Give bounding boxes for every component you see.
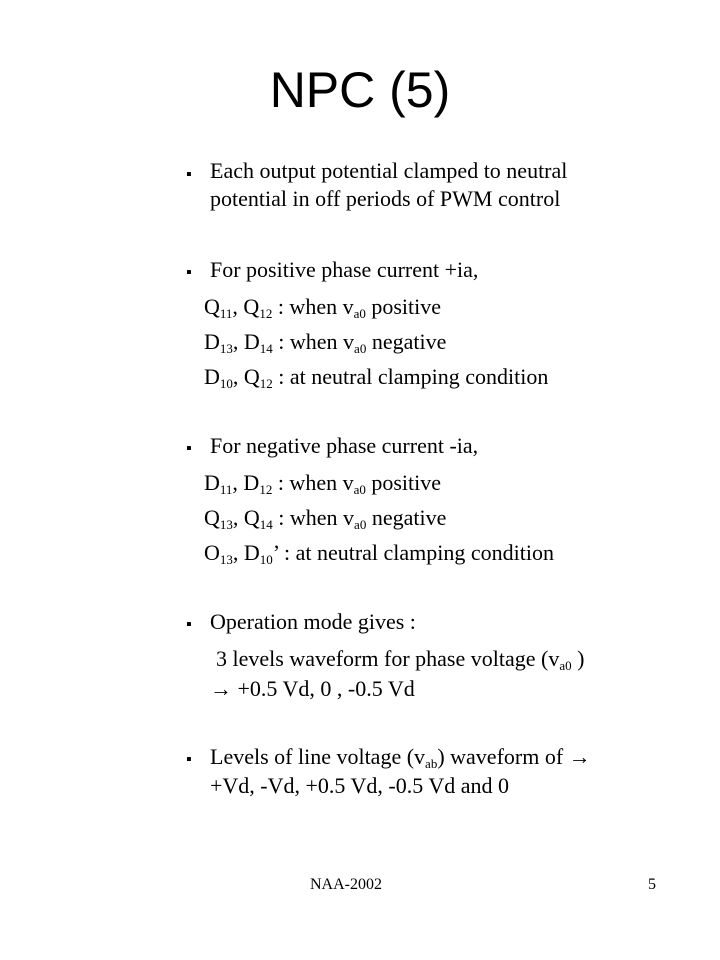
bullet-text: Operation mode gives :	[210, 609, 416, 634]
positive-line: $D_{13}$, $D_{14}$ : when $v_{a0}$ negative	[204, 329, 447, 356]
arrow-right-icon: →	[210, 676, 232, 701]
bullet-icon: ▪	[186, 166, 192, 183]
bullet-text: For positive phase current +ia,	[210, 257, 479, 282]
bullet-icon: ▪	[186, 616, 192, 633]
positive-line: $Q_{11}$, $Q_{12}$ : when $v_{a0}$ positive	[204, 294, 442, 321]
arrow-right-icon: →	[568, 744, 591, 769]
operation-line: 3 levels waveform for phase voltage ($v_{a0}$ )	[216, 646, 585, 673]
bullet-text-cont: +Vd, -Vd, +0.5 Vd, -0.5 Vd and 0	[210, 773, 509, 798]
bullet-icon: ▪	[186, 440, 192, 457]
bullet-text: Each output potential clamped to neutral	[210, 158, 568, 183]
bullet-text: For negative phase current -ia,	[210, 433, 479, 458]
bullet-text-cont: potential in off periods of PWM control	[210, 186, 561, 211]
negative-line: $D_{11}$, $D_{12}$ : when $v_{a0}$ positive	[204, 470, 442, 497]
page-number: 5	[648, 876, 656, 893]
footer-author: NAA-2002	[310, 876, 382, 893]
negative-line: $O_{13}$, $D_{10}$’ : at neutral clamping condition	[204, 540, 555, 567]
positive-line: $D_{10}$, $Q_{12}$ : at neutral clamping condition	[204, 364, 549, 391]
negative-line: $Q_{13}$, $Q_{14}$ : when $v_{a0}$ negative	[204, 505, 447, 532]
operation-line: → +0.5 Vd, 0 , -0.5 Vd	[210, 676, 415, 701]
bullet-icon: ▪	[186, 751, 192, 768]
bullet-text: Levels of line voltage $(v_{ab})$ waveform of →	[210, 744, 591, 771]
slide-title: NPC (5)	[269, 62, 451, 118]
bullet-icon: ▪	[186, 264, 192, 281]
